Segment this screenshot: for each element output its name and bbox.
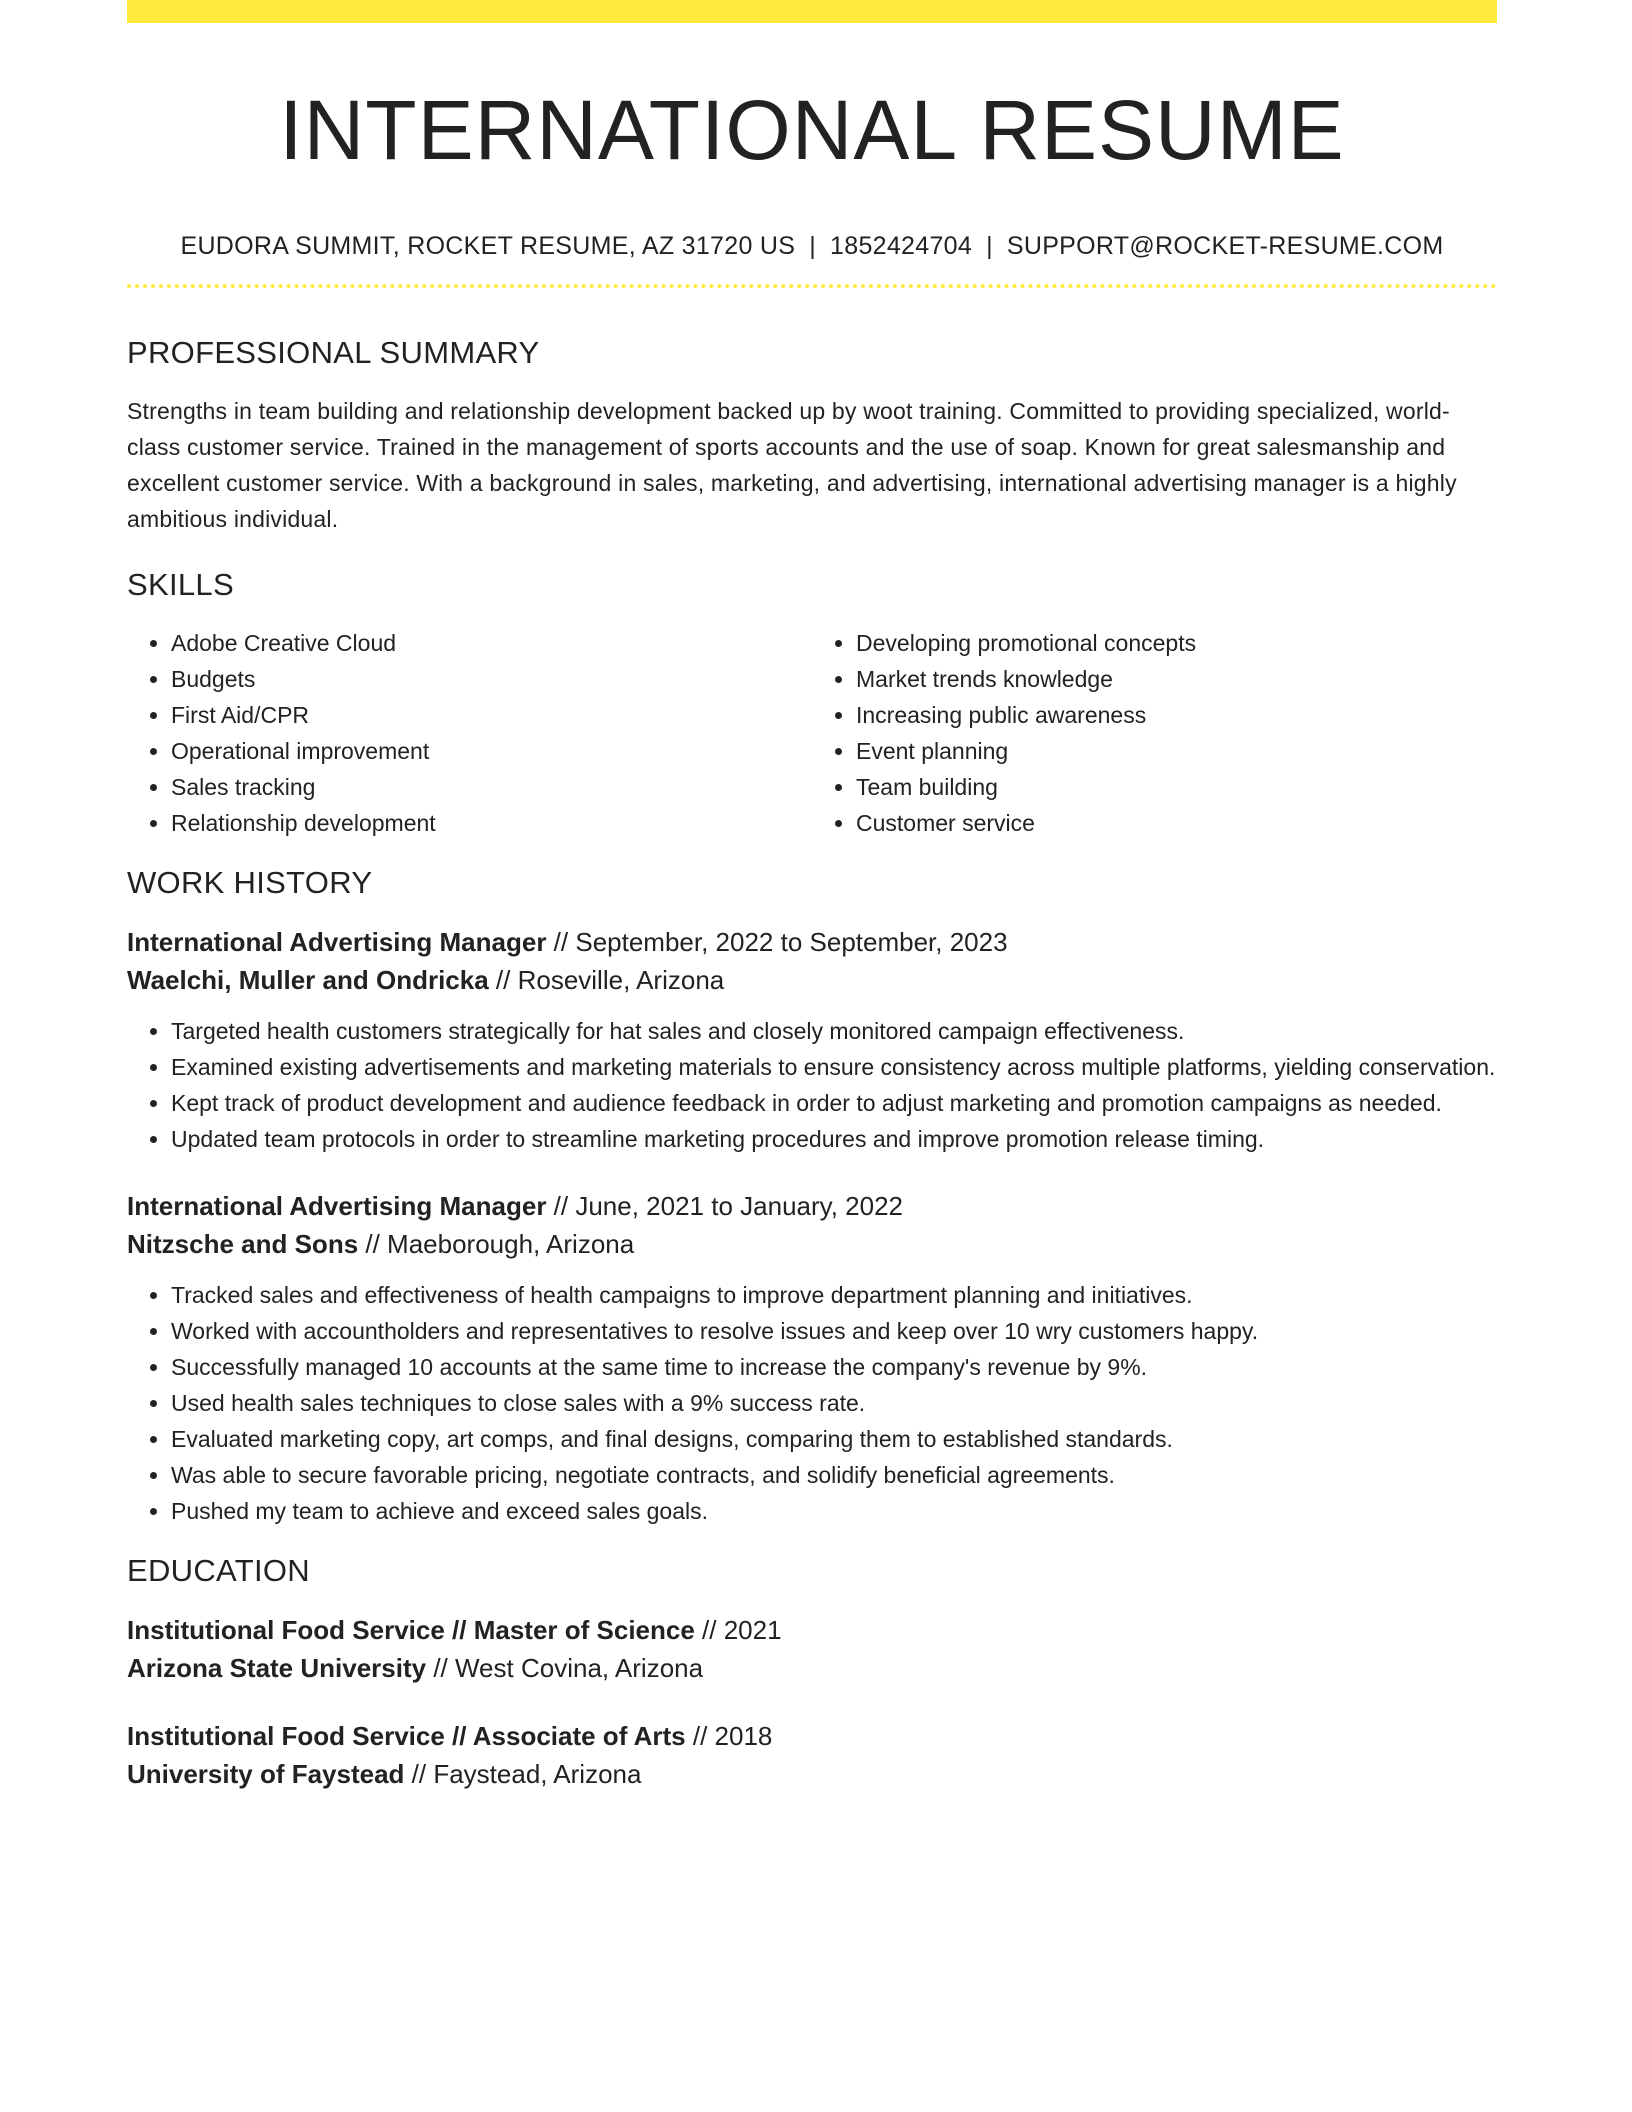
education-degree: Institutional Food Service // Master of Science [127,1615,695,1645]
contact-address: EUDORA SUMMIT, ROCKET RESUME, AZ 31720 US [180,232,796,260]
job-bullet: • Updated team protocols in order to streamline marketing procedures and improve promotion release timing. [171,1121,1497,1157]
job-bullet: • Successfully managed 10 accounts at the same time to increase the company's revenue by 9%. [171,1349,1497,1385]
job-bullet: • Used health sales techniques to close sales with a 9% success rate. [171,1385,1497,1421]
education-entry [127,1717,1497,1793]
job-bullet: • Kept track of product development and audience feedback in order to adjust marketing and promotion campaigns as needed. [171,1085,1497,1121]
education-entry [127,1611,1497,1687]
resume-content [127,0,1497,1793]
section-title-summary: PROFESSIONAL SUMMARY [127,335,540,370]
job-company-line [127,961,1497,999]
contact-phone: 1852424704 [830,232,973,260]
education-year: // 2021 [694,1615,782,1645]
skill-item: • Sales tracking [171,769,812,805]
job-dates: // June, 2021 to January, 2022 [546,1191,904,1221]
skill-item: • Team building [856,769,1497,805]
job-bullet: • Was able to secure favorable pricing, negotiate contracts, and solidify beneficial agreements. [171,1457,1497,1493]
education-degree-line [127,1717,1497,1755]
job-role: International Advertising Manager [127,927,547,957]
section-title-education: EDUCATION [127,1553,310,1588]
job-bullets [127,1277,1497,1529]
section-title-skills: SKILLS [127,567,234,602]
contact-separator: | [809,232,817,260]
job-bullets [127,1013,1497,1157]
education-degree: Institutional Food Service // Associate of Arts [127,1721,686,1751]
resume-name: INTERNATIONAL RESUME [279,83,1345,177]
job-bullet: • Evaluated marketing copy, art comps, and final designs, comparing them to established standards. [171,1421,1497,1457]
education-school: University of Faystead [127,1759,405,1789]
job-bullet: • Pushed my team to achieve and exceed sales goals. [171,1493,1497,1529]
job-entry [127,1187,1497,1529]
job-location: // Roseville, Arizona [488,965,725,995]
job-bullet: • Examined existing advertisements and marketing materials to ensure consistency across multiple platforms, yielding conservation. [171,1049,1497,1085]
skill-item: • First Aid/CPR [171,697,812,733]
job-bullet: • Worked with accountholders and representatives to resolve issues and keep over 10 wry customers happy. [171,1313,1497,1349]
education-school: Arizona State University [127,1653,427,1683]
skills-list-right [812,625,1497,841]
skill-item: • Budgets [171,661,812,697]
skill-item: • Relationship development [171,805,812,841]
job-location: // Maeborough, Arizona [358,1229,635,1259]
skill-item: • Event planning [856,733,1497,769]
education-degree-line [127,1611,1497,1649]
job-title-line [127,1187,1497,1225]
education-school-line [127,1755,1497,1793]
job-bullet: • Tracked sales and effectiveness of health campaigns to improve department planning and initiatives. [171,1277,1497,1313]
summary-text: Strengths in team building and relationship development backed up by woot training. Committed to providing specialized, world-class customer service. Trained in the management of sports accounts and the use of soap. Known for great salesmanship and excellent customer service. With a background in sales, marketing, and advertising, international advertising manager is a highly ambitious individual. [127,398,1457,532]
job-entry [127,923,1497,1157]
skills-list-left [127,625,812,841]
contact-email: SUPPORT@ROCKET-RESUME.COM [1006,232,1444,260]
contact-line [127,230,1497,262]
dotted-divider [127,284,1497,288]
education-school-line [127,1649,1497,1687]
section-title-work-history: WORK HISTORY [127,865,373,900]
skill-item: • Developing promotional concepts [856,625,1497,661]
education-location: // West Covina, Arizona [426,1653,704,1683]
job-company-line [127,1225,1497,1263]
skills-grid [127,625,1497,841]
education-location: // Faystead, Arizona [404,1759,642,1789]
skill-item: • Increasing public awareness [856,697,1497,733]
contact-separator: | [986,232,993,260]
job-company: Nitzsche and Sons [127,1229,359,1259]
job-title-line [127,923,1497,961]
skill-item: • Customer service [856,805,1497,841]
job-dates: // September, 2022 to September, 2023 [546,927,1008,957]
job-role: International Advertising Manager [127,1191,547,1221]
job-bullet: • Targeted health customers strategically for hat sales and closely monitored campaign effectiveness. [171,1013,1497,1049]
skill-item: • Adobe Creative Cloud [171,625,812,661]
job-company: Waelchi, Muller and Ondricka [127,965,489,995]
education-year: // 2018 [685,1721,773,1751]
skill-item: • Operational improvement [171,733,812,769]
skill-item: • Market trends knowledge [856,661,1497,697]
